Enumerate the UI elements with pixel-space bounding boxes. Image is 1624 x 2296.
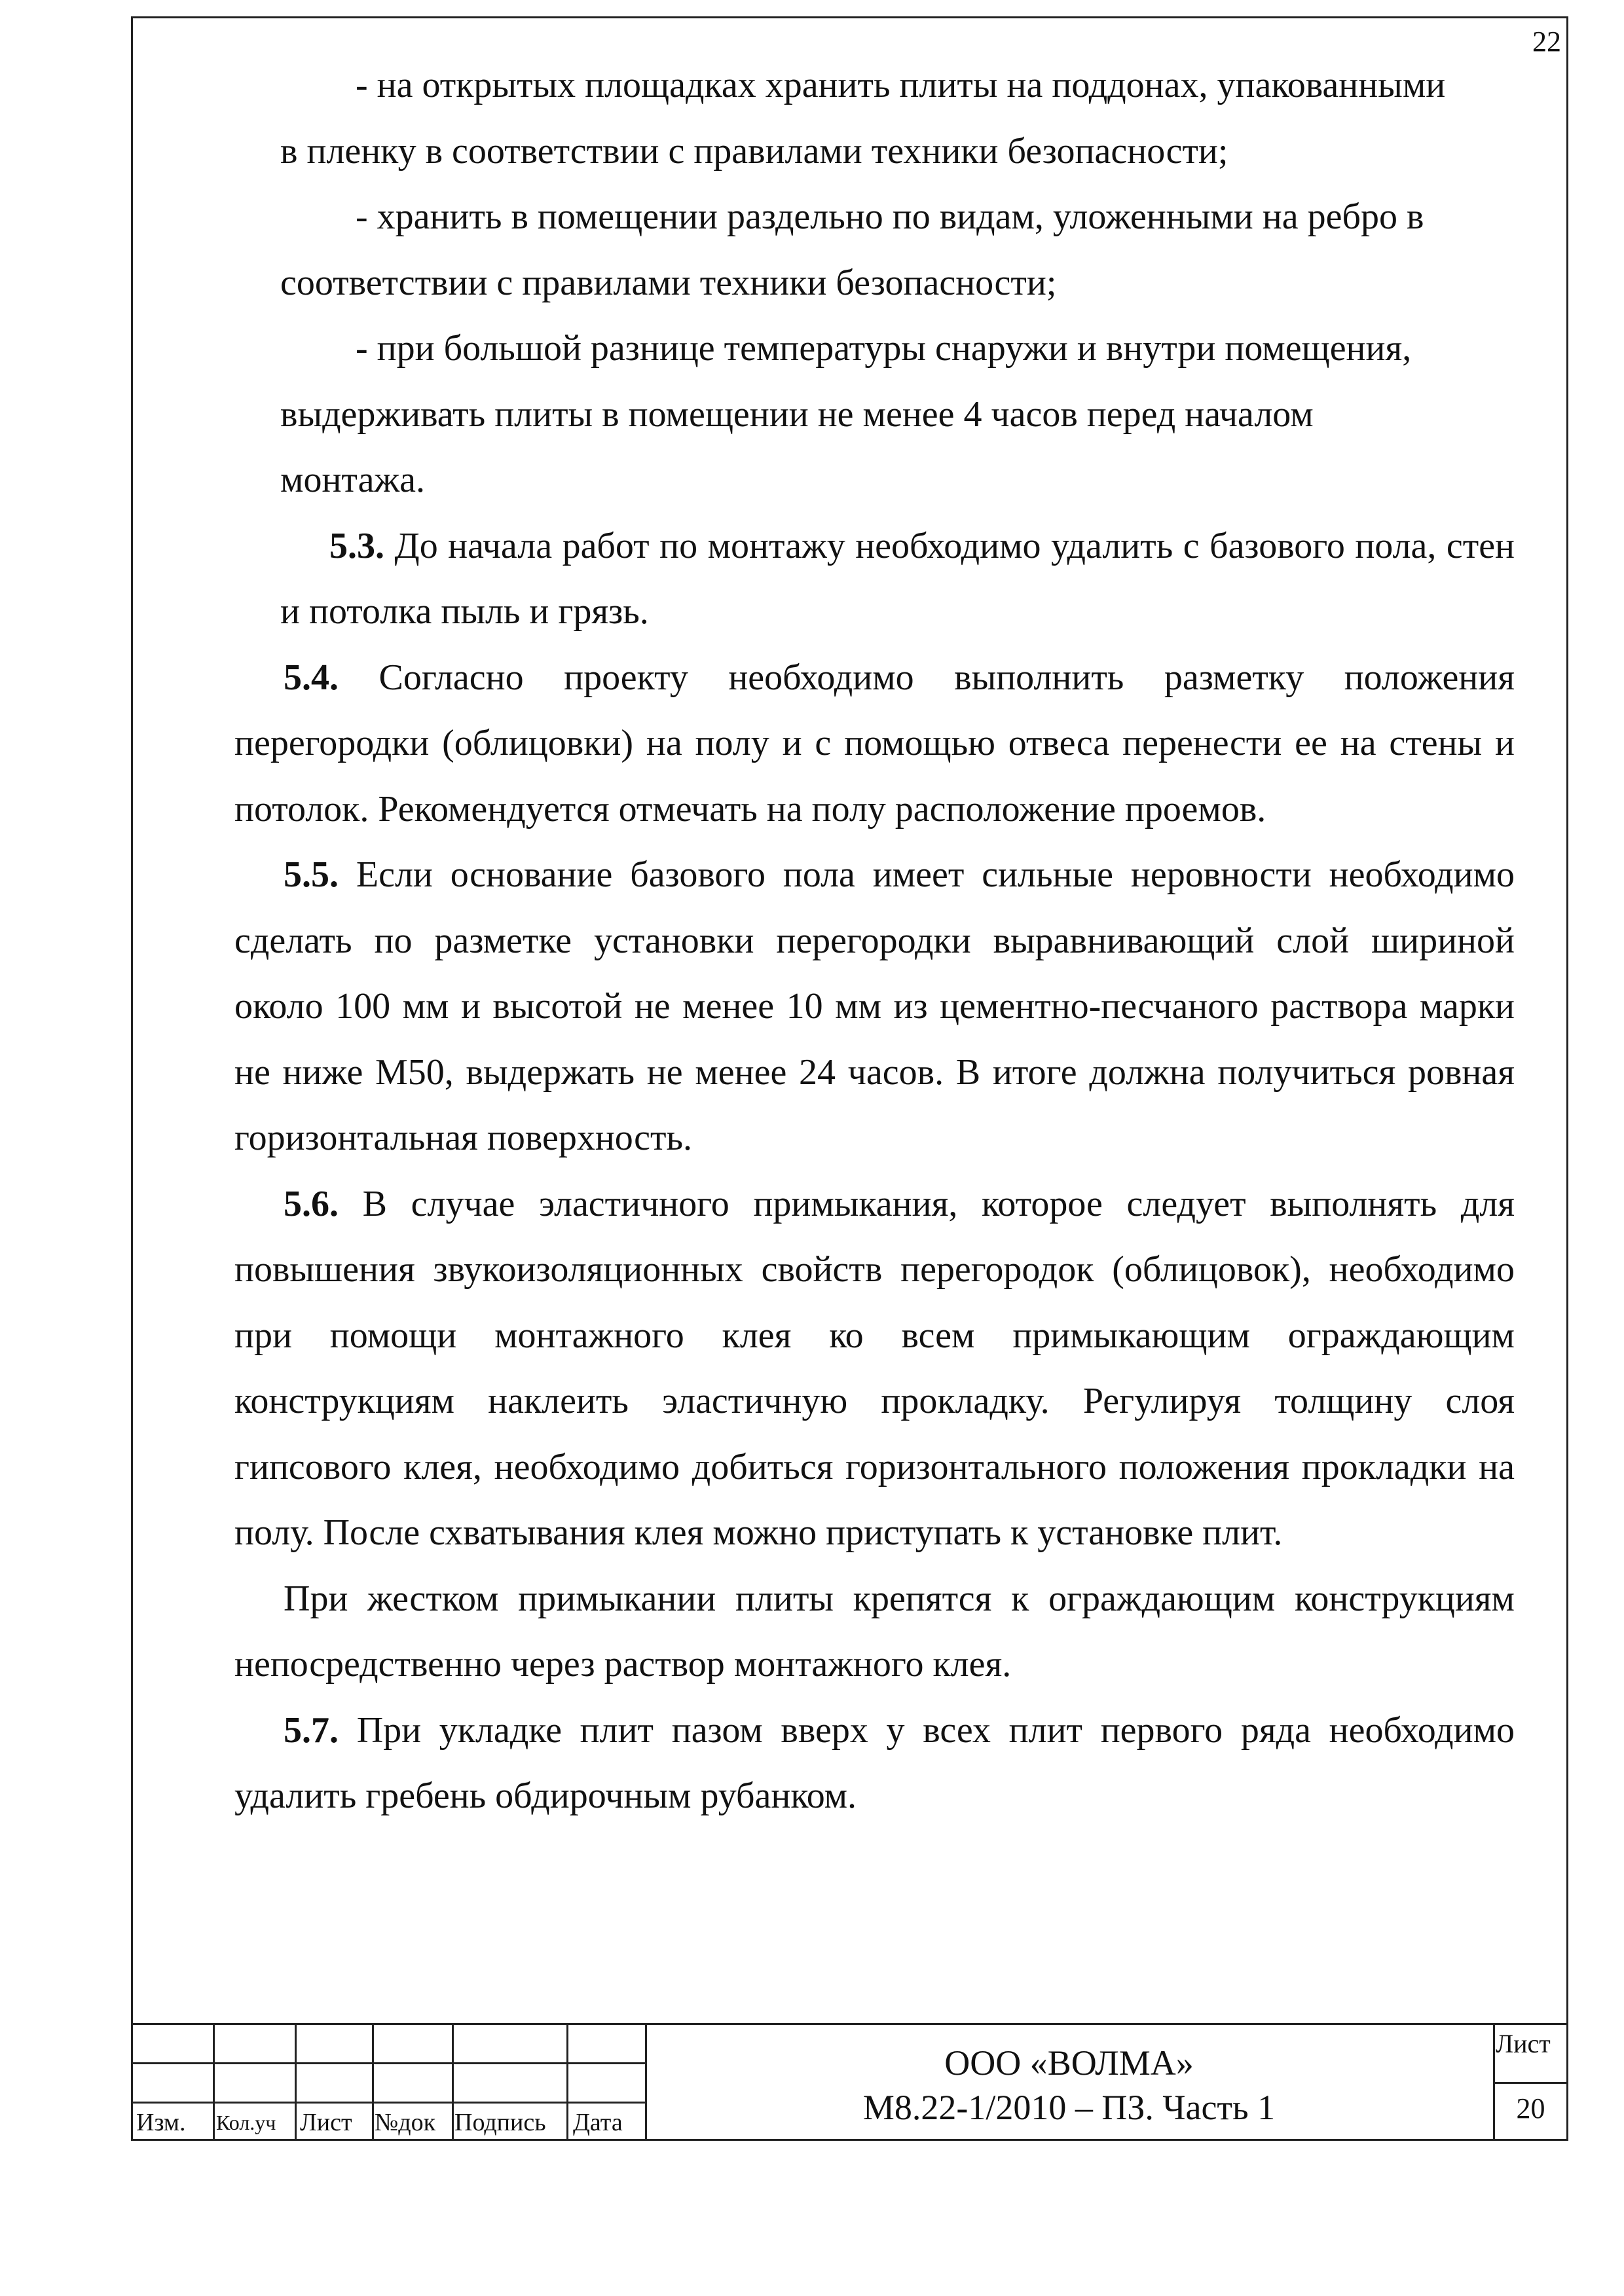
paragraph-text: До начала работ по монтажу необходимо удалить с базового пола, стен и потолка пыль и грязь. <box>280 525 1515 632</box>
section-number: 5.3. <box>329 525 384 566</box>
paragraph-5-5 <box>234 842 1515 1171</box>
bullet-line: соответствии с правилами техники безопасности; <box>280 262 1057 303</box>
divider <box>372 2023 374 2141</box>
stamp-label-list: Лист <box>300 2109 352 2136</box>
bullet-line: - при большой разнице температуры снаружи и внутри помещения, <box>356 328 1412 369</box>
sheet-number: 20 <box>1516 2092 1545 2124</box>
bullet-line: в пленку в соответствии с правилами техники безопасности; <box>280 130 1228 172</box>
paragraph-text: В случае эластичного примыкания, которое следует выполнять для повышения звукоизоляционных свойств перегородок (облицовок), необходимо при помощи монтажного клея ко всем примыкающим ограждающим конструкциям наклеить эластичную прокладку. Регулируя толщину слоя гипсового клея, необходимо добиться горизонтального положения прокладки на полу. После схватывания клея можно приступать к установке плит. <box>234 1183 1515 1553</box>
paragraph-text: Согласно проекту необходимо выполнить разметку положения перегородки (облицовки) на полу и с помощью отвеса перенести ее на стены и потолок. Рекомендуется отмечать на полу расположение проемов. <box>234 657 1515 829</box>
paragraph-5-4 <box>234 645 1515 843</box>
stamp-label-koluch: Кол.уч <box>216 2111 276 2134</box>
divider <box>131 2023 1568 2025</box>
bullet-line: монтажа. <box>280 460 425 500</box>
stamp-label-data: Дата <box>573 2109 623 2136</box>
document-body <box>234 52 1515 1829</box>
divider <box>1493 2082 1568 2084</box>
section-number: 5.7. <box>284 1709 339 1751</box>
paragraph-rigid <box>234 1566 1515 1698</box>
sheet-label: Лист <box>1496 2029 1551 2058</box>
divider <box>295 2023 297 2141</box>
section-number: 5.4. <box>284 657 339 698</box>
bullet-line: - на открытых площадках хранить плиты на поддонах, упакованными <box>356 65 1446 105</box>
paragraph-text: При укладке плит пазом вверх у всех плит первого ряда необходимо удалить гребень обдирочным рубанком. <box>234 1709 1515 1816</box>
paragraph-5-7 <box>234 1698 1515 1829</box>
stamp-label-podpis: Подпись <box>454 2109 546 2136</box>
title-block <box>131 2023 1568 2141</box>
top-page-number: 22 <box>1532 26 1561 58</box>
section-number: 5.6. <box>284 1183 339 1224</box>
section-number: 5.5. <box>284 854 339 895</box>
stamp-label-izm: Изм. <box>136 2109 186 2136</box>
bullet-line: выдерживать плиты в помещении не менее 4 часов перед началом <box>280 393 1314 435</box>
bullet-line: - хранить в помещении раздельно по видам, уложенными на ребро в <box>356 196 1424 237</box>
divider <box>213 2023 215 2141</box>
paragraph-text: При жестком примыкании плиты крепятся к ограждающим конструкциям непосредственно через раствор монтажного клея. <box>234 1578 1515 1685</box>
divider <box>452 2023 454 2141</box>
divider <box>566 2023 568 2141</box>
paragraph-5-3 <box>234 513 1515 645</box>
company-name: ООО «ВОЛМА» <box>944 2043 1194 2083</box>
stamp-label-ndok: №док <box>375 2109 436 2136</box>
paragraph-text: Если основание базового пола имеет сильные неровности необходимо сделать по разметке установки перегородки выравнивающий слой шириной около 100 мм и высотой не менее 10 мм из цементно-песчаного раствора марки не ниже М50, выдержать не менее 24 часов. В итоге должна получиться ровная горизонтальная поверхность. <box>234 854 1515 1158</box>
document-code: М8.22-1/2010 – ПЗ. Часть 1 <box>862 2088 1276 2127</box>
paragraph-5-6 <box>234 1171 1515 1566</box>
